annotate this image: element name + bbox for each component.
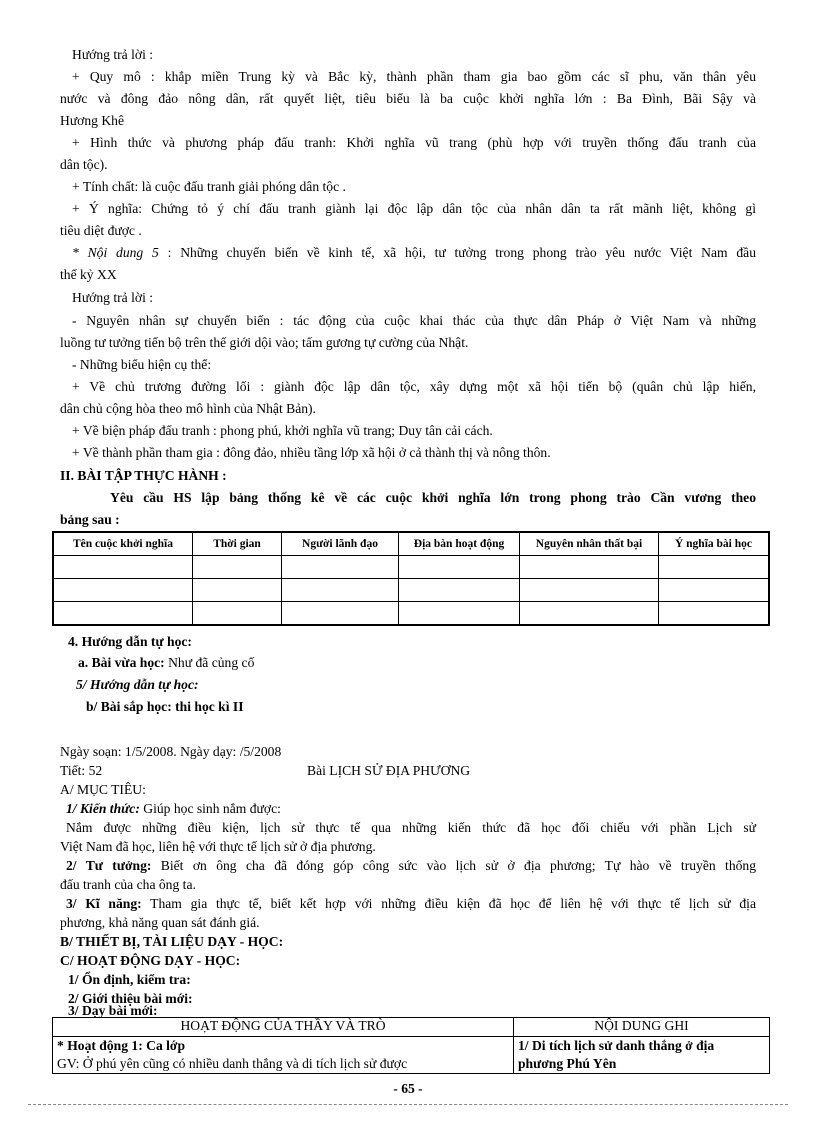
page-number: - 65 -	[393, 1081, 423, 1096]
knowledge-line: 1/ Kiến thức: Giúp học sinh nắm được:	[66, 801, 281, 816]
answer-line: tiêu diệt được .	[60, 223, 142, 238]
content-heading: phương Phú Yên	[518, 1056, 617, 1071]
self-study-heading: 5/ Hướng dẫn tự học:	[76, 677, 199, 692]
answer-line: dân tộc).	[60, 157, 108, 172]
self-study-heading: 4. Hướng dẫn tự học:	[68, 634, 192, 649]
answer-line-scale: + Quy mô : khắp miền Trung kỳ và Bắc kỳ, thành phần tham gia bao gồm các sĩ phu, văn thân yêu	[72, 69, 756, 84]
activities-table	[52, 1017, 770, 1074]
activity-title: * Hoạt động 1: Ca lớp	[57, 1038, 185, 1053]
table-header-row	[53, 532, 769, 556]
lesson-title: Bài LỊCH SỬ ĐỊA PHƯƠNG	[307, 763, 471, 778]
lesson-period: Tiết: 52	[60, 763, 103, 778]
table-header-cell: Ý nghĩa bài học	[659, 532, 770, 556]
table-cell	[53, 1037, 514, 1074]
skills-text: phương, khả năng quan sát đánh giá.	[60, 915, 260, 930]
knowledge-text: Việt Nam đã học, liên hệ với thực tế lịch sử ở địa phương.	[60, 839, 376, 854]
table-header-cell: NỘI DUNG GHI	[514, 1018, 770, 1037]
answer-line: - Những biểu hiện cụ thể:	[72, 357, 212, 372]
answer-line-form: + Hình thức và phương pháp đấu tranh: Khởi nghĩa vũ trang (phù hợp với truyền thống đấu tranh của	[72, 135, 756, 150]
answer-line: + Về thành phần tham gia : đông đảo, nhiều tầng lớp xã hội ở cả thành thị và nông thôn.	[72, 445, 551, 460]
answer-heading-5: Hướng trả lời :	[72, 290, 154, 305]
self-study-line: b/ Bài sắp học: thi học kì II	[86, 699, 244, 714]
answer-line-meaning: + Ý nghĩa: Chứng tỏ ý chí đấu tranh giành lại độc lập dân tộc của nhân dân ta rất mãnh liệt, không gì	[72, 201, 756, 216]
step-stabilize: 1/ Ổn định, kiểm tra:	[68, 972, 191, 987]
answer-line-nature: + Tính chất: là cuộc đấu tranh giải phóng dân tộc .	[72, 179, 346, 194]
content-5-line: * Nội dung 5 : Những chuyển biến về kinh tế, xã hội, tư tưởng trong phong trào yêu nước Việt Nam đầu	[72, 245, 757, 260]
answer-line: nước và đông đảo nông dân, rất quyết liệt, tiêu biểu là ba cuộc khởi nghĩa lớn : Ba Đình, Bãi Sậy và	[60, 91, 756, 106]
section-activities: C/ HOẠT ĐỘNG DẠY - HỌC:	[60, 953, 241, 968]
answer-line: Hương Khê	[60, 113, 125, 128]
table-row	[53, 579, 769, 602]
answer-line: dân chủ cộng hòa theo mô hình của Nhật Bản).	[60, 401, 316, 416]
content-5-line: thế kỷ XX	[60, 267, 117, 282]
table-header-row	[53, 1018, 770, 1037]
step-introduce: 2/ Giới thiệu bài mới:	[68, 991, 193, 1006]
attitude-line: 2/ Tư tưởng: Biết ơn ông cha đã đóng góp công sức vào lịch sử ở địa phương; Tự hào về truyền thống	[66, 858, 757, 873]
answer-heading-4: Hướng trả lời :	[72, 47, 154, 62]
table-row	[53, 1037, 770, 1074]
content-5-label: * Nội dung 5	[72, 245, 159, 260]
skills-line: 3/ Kĩ năng: Tham gia thực tế, biết kết hợp với những điều kiện đã học để liên hệ với thực tế lịch sử địa	[66, 896, 756, 911]
practice-instruction: bảng sau :	[60, 512, 120, 527]
step-teach: 3/ Dạy bài mới:	[68, 1003, 158, 1018]
section-equipment: B/ THIẾT BỊ, TÀI LIỆU DẠY - HỌC:	[60, 934, 284, 949]
table-row	[53, 556, 769, 579]
knowledge-text: Nắm được những điều kiện, lịch sử thực tế qua những kiến thức đã học đối chiếu với phần Lịch sử	[66, 820, 756, 835]
table-header-cell: Người lãnh đạo	[282, 532, 399, 556]
table-header-cell: Địa bàn hoạt động	[399, 532, 520, 556]
attitude-text: đấu tranh của cha ông ta.	[60, 877, 196, 892]
table-cell	[514, 1037, 770, 1074]
table-header-cell: Nguyên nhân thất bại	[520, 532, 659, 556]
practice-instruction: Yêu cầu HS lập bảng thống kê về các cuộc khởi nghĩa lớn trong phong trào Cần vương theo	[110, 490, 756, 505]
answer-line: luồng tư tưởng tiến bộ trên thế giới dội vào; tấm gương tự cường của Nhật.	[60, 335, 469, 350]
table-header-cell: HOẠT ĐỘNG CỦA THẦY VÀ TRÒ	[53, 1018, 514, 1037]
self-study-line: a. Bài vừa học: Như đã củng cố	[78, 655, 255, 670]
uprising-stats-table	[52, 531, 770, 626]
footer-divider	[28, 1104, 788, 1105]
activity-text: GV: Ở phú yên cũng có nhiều danh thắng và di tích lịch sử được	[57, 1056, 408, 1071]
section-objectives: A/ MỤC TIÊU:	[60, 782, 146, 797]
content-heading: 1/ Di tích lịch sử danh thắng ở địa	[518, 1038, 715, 1053]
answer-line-cause: - Nguyên nhân sự chuyển biến : tác động của cuộc khai thác của thực dân Pháp ở Việt Nam và những	[72, 313, 756, 328]
table-row	[53, 602, 769, 626]
answer-line: + Về chủ trương đường lối : giành độc lập dân tộc, xây dựng một xã hội tiến bộ (quân chủ lập hiến,	[72, 379, 756, 394]
section-heading-practice: II. BÀI TẬP THỰC HÀNH :	[60, 468, 227, 483]
answer-line: + Về biện pháp đấu tranh : phong phú, khởi nghĩa vũ trang; Duy tân cải cách.	[72, 423, 493, 438]
table-header-cell: Tên cuộc khởi nghĩa	[53, 532, 193, 556]
table-header-cell: Thời gian	[193, 532, 282, 556]
lesson-date: Ngày soạn: 1/5/2008. Ngày dạy: /5/2008	[60, 744, 282, 759]
